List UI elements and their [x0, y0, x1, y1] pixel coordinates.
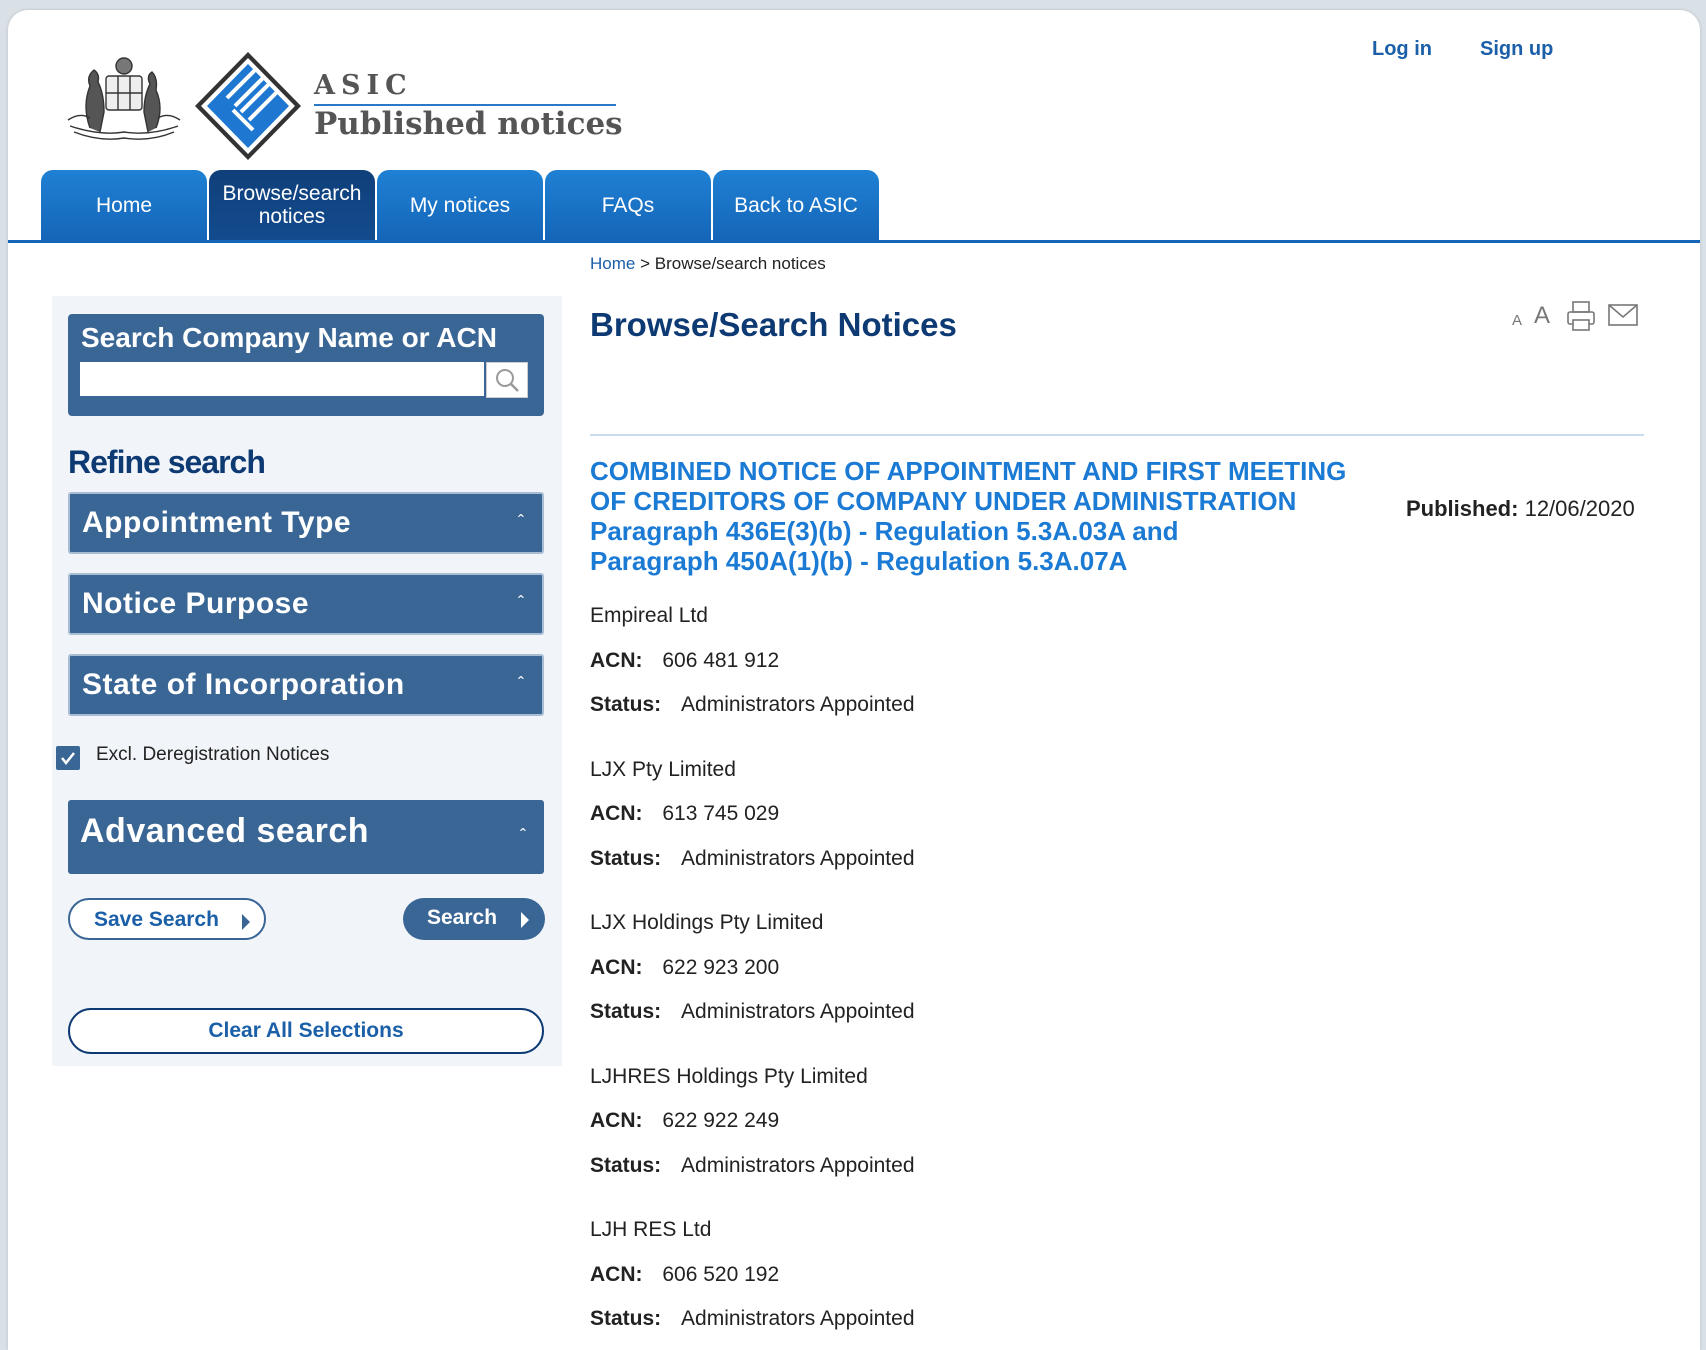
nav-underline: [8, 240, 1700, 243]
tab-browse-search[interactable]: [209, 170, 375, 240]
company-acn-row: [590, 1263, 779, 1287]
search-button[interactable]: [403, 898, 545, 940]
advanced-search-label: Advanced search: [80, 812, 370, 850]
save-search-label: Save Search: [94, 908, 219, 931]
tab-my-notices-label: My notices: [409, 193, 511, 217]
refine-search-heading: Refine search: [68, 444, 265, 480]
brand-title: ASIC: [314, 70, 413, 101]
content-divider: [590, 434, 1644, 436]
tab-browse-search-label: Browse/search notices: [222, 182, 362, 228]
filter-state-label: State of Incorporation: [82, 668, 405, 701]
notice-title-line-1: COMBINED NOTICE OF APPOINTMENT AND FIRST MEETING: [590, 456, 1347, 486]
company-status-row: [590, 693, 915, 717]
page-tools: [1504, 296, 1644, 336]
search-input[interactable]: [80, 362, 484, 396]
company-name: LJH RES Ltd: [590, 1218, 712, 1241]
tab-back-to-asic-label: Back to ASIC: [734, 193, 858, 217]
arrow-right-icon: [521, 912, 529, 928]
chevron-up-icon: ˆ: [520, 826, 526, 846]
published-label: Published:: [1406, 496, 1519, 521]
company-acn-row: [590, 802, 779, 826]
advanced-search-toggle[interactable]: [68, 800, 544, 874]
signup-link[interactable]: Sign up: [1480, 38, 1554, 60]
filter-appointment-type[interactable]: [68, 492, 544, 554]
status-label: Status:: [590, 693, 662, 716]
acn-value: 606 481 912: [662, 649, 780, 672]
status-value: Administrators Appointed: [681, 1000, 915, 1023]
tab-faqs[interactable]: [545, 170, 711, 240]
tab-home[interactable]: [41, 170, 207, 240]
company-status-row: [590, 1154, 915, 1178]
acn-label: ACN:: [590, 1109, 643, 1132]
text-larger-icon[interactable]: A: [1534, 302, 1551, 329]
chevron-up-icon: ˆ: [518, 512, 524, 532]
coat-of-arms-logo: [60, 46, 188, 150]
notice-paragraph-line-2: Paragraph 450A(1)(b) - Regulation 5.3A.07A: [590, 546, 1128, 576]
filter-notice-purpose[interactable]: [68, 573, 544, 635]
checkmark-icon: [59, 749, 77, 767]
company-status-row: [590, 847, 915, 871]
tab-back-to-asic[interactable]: [713, 170, 879, 240]
print-icon[interactable]: [1566, 300, 1596, 332]
acn-value: 613 745 029: [662, 802, 780, 825]
text-smaller-icon[interactable]: A: [1512, 312, 1523, 329]
status-label: Status:: [590, 1154, 662, 1177]
email-icon[interactable]: [1608, 304, 1638, 326]
status-value: Administrators Appointed: [681, 1307, 915, 1330]
filter-notice-purpose-label: Notice Purpose: [82, 587, 310, 620]
status-value: Administrators Appointed: [681, 847, 915, 870]
login-link[interactable]: Log in: [1372, 38, 1432, 60]
brand-subtitle: Published notices: [314, 106, 623, 142]
published-value: 12/06/2020: [1524, 496, 1635, 521]
page: [8, 10, 1700, 1350]
acn-label: ACN:: [590, 1263, 643, 1286]
search-title: Search Company Name or ACN: [81, 322, 497, 353]
filter-appointment-type-label: Appointment Type: [82, 506, 352, 539]
company-status-row: [590, 1307, 915, 1331]
search-button-label: Search: [427, 906, 498, 929]
company-acn-row: [590, 956, 779, 980]
status-value: Administrators Appointed: [681, 693, 915, 716]
tab-my-notices[interactable]: [377, 170, 543, 240]
breadcrumb: [590, 254, 826, 274]
arrow-right-icon: [242, 914, 250, 930]
company-name: Empireal Ltd: [590, 604, 708, 627]
company-status-row: [590, 1000, 915, 1024]
breadcrumb-current: Browse/search notices: [654, 254, 826, 273]
save-search-button[interactable]: [68, 898, 266, 940]
company-name: LJX Pty Limited: [590, 758, 736, 781]
status-label: Status:: [590, 1000, 662, 1023]
page-title: Browse/Search Notices: [590, 306, 957, 343]
notice-paragraph-line-1: Paragraph 436E(3)(b) - Regulation 5.3A.03A and: [590, 516, 1179, 546]
asic-diamond-logo: [193, 50, 303, 162]
breadcrumb-home-link[interactable]: Home: [590, 254, 636, 273]
notice-title-line-2: OF CREDITORS OF COMPANY UNDER ADMINISTRATION: [590, 486, 1297, 516]
company-acn-row: [590, 1109, 779, 1133]
acn-value: 606 520 192: [662, 1263, 780, 1286]
company-acn-row: [590, 649, 779, 673]
company-name: LJX Holdings Pty Limited: [590, 911, 824, 934]
published-date: [1406, 496, 1635, 522]
search-icon: [494, 367, 520, 393]
status-value: Administrators Appointed: [681, 1154, 915, 1177]
acn-label: ACN:: [590, 649, 643, 672]
breadcrumb-separator: >: [640, 254, 651, 273]
tab-home-label: Home: [95, 193, 153, 217]
status-label: Status:: [590, 1307, 662, 1330]
acn-label: ACN:: [590, 802, 643, 825]
acn-value: 622 922 249: [662, 1109, 780, 1132]
acn-value: 622 923 200: [662, 956, 780, 979]
tab-faqs-label: FAQs: [601, 193, 655, 217]
excl-deregistration-checkbox[interactable]: [56, 746, 80, 770]
notice-title-link[interactable]: [590, 456, 1370, 576]
chevron-up-icon: ˆ: [518, 674, 524, 694]
excl-deregistration-label: Excl. Deregistration Notices: [96, 744, 330, 765]
company-search-box: [68, 314, 544, 416]
company-name: LJHRES Holdings Pty Limited: [590, 1065, 868, 1088]
chevron-up-icon: ˆ: [518, 593, 524, 613]
clear-all-selections-button[interactable]: Clear All Selections: [68, 1008, 544, 1054]
status-label: Status:: [590, 847, 662, 870]
acn-label: ACN:: [590, 956, 643, 979]
filter-state-of-incorporation[interactable]: [68, 654, 544, 716]
search-submit-button[interactable]: [486, 362, 528, 398]
